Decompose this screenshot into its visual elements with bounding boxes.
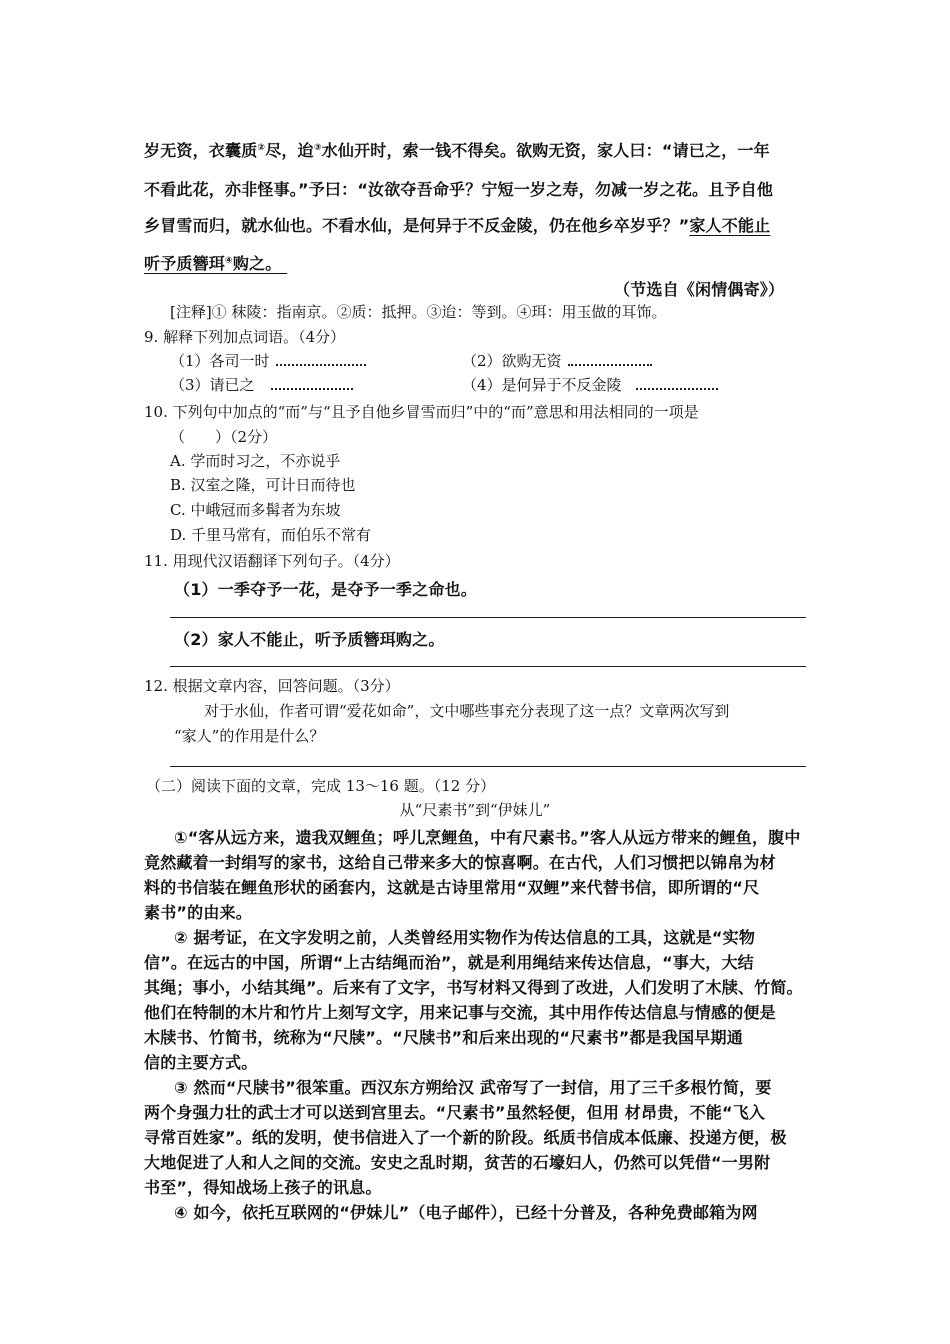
article-p1-line-4: 素书”的由来。 xyxy=(144,903,252,922)
q10-answer-paren: （ ）（2分） xyxy=(170,428,278,446)
answer-blank-2[interactable] xyxy=(568,350,652,366)
passage-line-4: 听予质簪珥④购之。 xyxy=(144,254,282,273)
article-p2-line-4: 他们在特制的木片和竹片上刻写文字，用来记事与交流，其中用作传达信息与情感的便是 xyxy=(144,1003,776,1022)
passage-line-3: 乡冒雪而归，就水仙也。不看水仙，是何异于不反金陵，仍在他乡卒岁乎？”家人不能止 xyxy=(144,216,771,235)
article-p1-line-1: ①“客从远方来，遗我双鲤鱼；呼儿烹鲤鱼，中有尺素书。”客人从远方带来的鲤鱼，腹中 xyxy=(174,828,801,847)
article-p3-line-5: 书至”，得知战场上孩子的讯息。 xyxy=(144,1178,382,1197)
article-p1-line-2: 竟然藏着一封绢写的家书，这给自己带来多大的惊喜啊。在古代，人们习惯把以锦帛为材 xyxy=(144,853,776,872)
article-p4-line-1: ④ 如今，依托互联网的“伊妹儿”（电子邮件），已经十分普及，各种免费邮箱为网 xyxy=(174,1203,758,1222)
passage-source: （节选自《闲情偶寄》） xyxy=(614,280,785,299)
answer-line-1[interactable] xyxy=(170,617,806,618)
q12-body-1: 对于水仙，作者可谓“爱花如命”，文中哪些事充分表现了这一点？文章两次写到 xyxy=(204,702,730,720)
answer-blank-4[interactable] xyxy=(636,374,718,390)
q9-item-3: （3）请已之 xyxy=(170,374,353,395)
q11-sentence-2: （2）家人不能止，听予质簪珥购之。 xyxy=(174,630,445,649)
article-p1-line-3: 料的书信装在鲤鱼形状的函套内，这就是古诗里常用“双鲤”来代替书信，即所谓的“尺 xyxy=(144,878,760,897)
q10-option-b: B. 汉室之隆，可计日而待也 xyxy=(170,476,356,494)
q9-stem: 9. 解释下列加点词语。（4分） xyxy=(144,328,346,346)
q11-sentence-1: （1）一季夺予一花，是夺予一季之命也。 xyxy=(174,580,477,599)
passage-notes: [注释]① 秣陵：指南京。②质：抵押。③迨：等到。④珥：用玉做的耳饰。 xyxy=(170,303,667,321)
answer-blank-3[interactable] xyxy=(271,374,353,390)
article-title: 从“尺素书”到“伊妹儿” xyxy=(399,801,551,819)
article-p2-line-6: 信的主要方式。 xyxy=(144,1053,258,1072)
answer-line-2[interactable] xyxy=(170,666,806,667)
q11-stem: 11. 用现代汉语翻译下列句子。（4分） xyxy=(144,552,400,570)
article-p2-line-3: 其绳；事小，小结其绳”。后来有了文字，书写材料又得到了改进，人们发明了木牍、竹简。 xyxy=(144,978,803,997)
q10-option-c: C. 中峨冠而多髯者为东坡 xyxy=(170,501,341,519)
article-p3-line-1: ③ 然而“尺牍书”很笨重。西汉东方朔给汉 武帝写了一封信，用了三千多根竹简，要 xyxy=(174,1078,772,1097)
q12-body-2: “家人”的作用是什么？ xyxy=(174,727,325,745)
q10-option-a: A. 学而时习之，不亦说乎 xyxy=(170,452,341,470)
article-p2-line-5: 木牍书、竹简书，统称为“尺牍”。“尺牍书”和后来出现的“尺素书”都是我国早期通 xyxy=(144,1028,743,1047)
article-p2-line-1: ② 据考证，在文字发明之前，人类曾经用实物作为传达信息的工具，这就是“实物 xyxy=(174,928,756,947)
article-p3-line-3: 寻常百姓家”。纸的发明，使书信进入了一个新的阶段。纸质书信成本低廉、投递方便，极 xyxy=(144,1128,787,1147)
passage-line-2: 不看此花，亦非怪事。”予曰：“汝欲夺吾命乎？宁短一岁之寿，勿减一岁之花。且予自他 xyxy=(144,180,774,199)
section2-header: （二）阅读下面的文章，完成 13～16 题。（12 分） xyxy=(146,777,496,795)
q12-stem: 12. 根据文章内容，回答问题。（3分） xyxy=(144,677,400,695)
answer-blank-1[interactable] xyxy=(276,350,366,366)
q10-option-d: D. 千里马常有，而伯乐不常有 xyxy=(170,526,372,544)
article-p2-line-2: 信”。在远古的中国，所谓“上古结绳而治”，就是利用绳结来传达信息，“事大，大结 xyxy=(144,953,754,972)
q9-item-4: （4）是何异于不反金陵 xyxy=(462,374,718,395)
q9-item-2: （2）欲购无资 xyxy=(462,350,652,371)
answer-line-3[interactable] xyxy=(170,766,806,767)
passage-line-1: 岁无资，衣囊质②尽，迨③水仙开时，索一钱不得矣。欲购无资，家人曰：“请已之，一年 xyxy=(144,141,770,160)
q10-stem: 10. 下列句中加点的“而”与“且予自他乡冒雪而归”中的“而”意思和用法相同的一项是 xyxy=(144,403,699,421)
q9-item-1: （1）各司一时 xyxy=(170,350,366,371)
article-p3-line-2: 两个身强力壮的武士才可以送到宫里去。“尺素书”虽然轻便，但用 材昂贵，不能“飞入 xyxy=(144,1103,766,1122)
article-p3-line-4: 大地促进了人和人之间的交流。安史之乱时期，贫苦的石壕妇人，仍然可以凭借“一男附 xyxy=(144,1153,771,1172)
